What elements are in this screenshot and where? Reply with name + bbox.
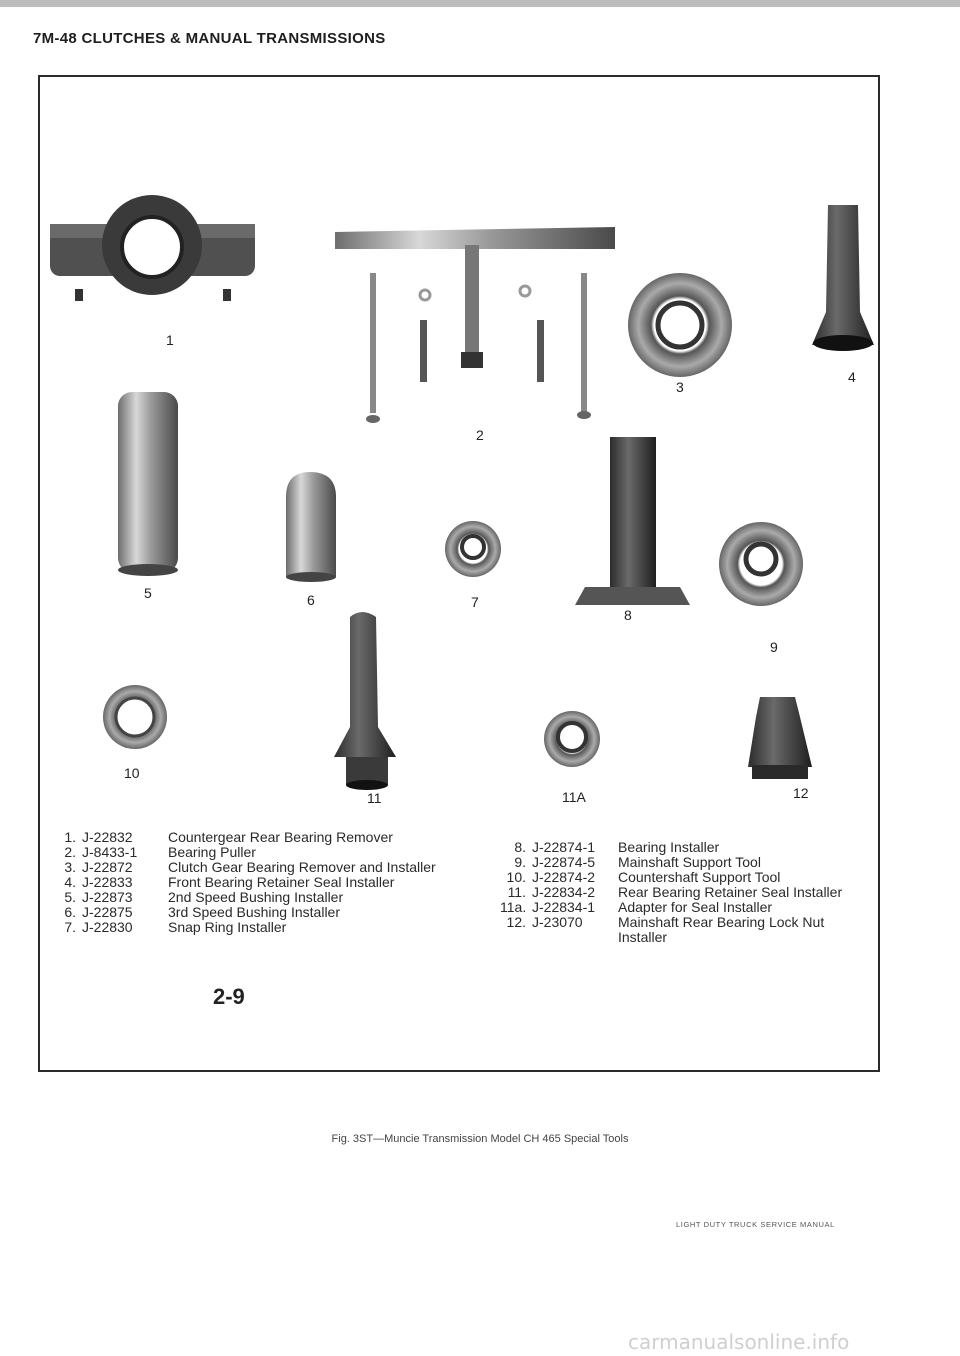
- legend-code: J-22873: [82, 889, 133, 905]
- legend-row: [50, 920, 436, 935]
- tool-1-image: [50, 195, 255, 301]
- tool-3-image: [628, 273, 732, 377]
- legend-desc: 2nd Speed Bushing Installer: [168, 889, 344, 905]
- legend-row: [50, 890, 436, 905]
- legend-desc: Mainshaft Rear Bearing Lock Nut: [618, 914, 825, 930]
- callout-3: 3: [676, 379, 684, 395]
- legend-row: [50, 860, 436, 875]
- legend-code: [532, 930, 618, 945]
- legend-code: J-22874-5: [532, 854, 596, 870]
- legend-row: [500, 840, 842, 855]
- tool-8-image: [575, 437, 690, 605]
- legend-idx: 2.: [64, 844, 76, 860]
- top-rule: [0, 0, 960, 7]
- callout-5: 5: [144, 585, 152, 601]
- tool-11a-image: [544, 711, 600, 767]
- callout-12: 12: [793, 785, 809, 801]
- watermark: carmanualsonline.info: [628, 1330, 850, 1354]
- legend-desc: Bearing Installer: [618, 839, 720, 855]
- legend-row: [500, 870, 842, 885]
- legend-code: J-8433-1: [82, 844, 138, 860]
- legend-right: [500, 840, 842, 945]
- legend-idx: 6.: [64, 904, 76, 920]
- legend-idx: 11a.: [500, 899, 527, 915]
- footer-label: LIGHT DUTY TRUCK SERVICE MANUAL: [676, 1220, 835, 1229]
- legend-desc: Clutch Gear Bearing Remover and Installer: [168, 859, 436, 875]
- legend-desc: 3rd Speed Bushing Installer: [168, 904, 340, 920]
- callout-2: 2: [476, 427, 484, 443]
- callout-10: 10: [124, 765, 140, 781]
- tool-6-image: [286, 472, 336, 582]
- legend-code: J-22830: [82, 919, 133, 935]
- legend-desc: Installer: [618, 929, 668, 945]
- legend-desc: Front Bearing Retainer Seal Installer: [168, 874, 395, 890]
- legend-idx: 4.: [64, 874, 76, 890]
- legend-row: [50, 845, 436, 860]
- legend-idx: 3.: [64, 859, 76, 875]
- tool-7-image: [445, 521, 501, 577]
- callout-9: 9: [770, 639, 778, 655]
- callout-6: 6: [307, 592, 315, 608]
- tool-10-image: [103, 685, 167, 749]
- legend-row: [500, 930, 842, 945]
- callout-11: 11: [367, 790, 382, 806]
- figure-number: 2-9: [213, 984, 245, 1009]
- legend-row: [50, 830, 436, 845]
- tool-5-image: [118, 392, 178, 576]
- legend-row: [500, 900, 842, 915]
- legend-row: [500, 885, 842, 900]
- callout-11a: 11A: [562, 789, 586, 805]
- callout-1: 1: [166, 332, 174, 348]
- tool-11-image: [334, 612, 396, 790]
- legend-idx: 1.: [64, 829, 76, 845]
- legend-idx: 8.: [514, 839, 526, 855]
- legend-idx: 7.: [64, 919, 76, 935]
- legend-code: J-22874-1: [532, 839, 596, 855]
- legend-row: [50, 905, 436, 920]
- callout-4: 4: [848, 369, 856, 385]
- legend-desc: Mainshaft Support Tool: [618, 854, 761, 870]
- callout-7: 7: [471, 594, 479, 610]
- legend-row: [500, 915, 842, 930]
- legend-code: J-23070: [532, 914, 583, 930]
- legend-left: [50, 830, 436, 935]
- callout-8: 8: [624, 607, 632, 623]
- legend-code: J-22874-2: [532, 869, 596, 885]
- legend-desc: Adapter for Seal Installer: [618, 899, 773, 915]
- legend-idx: 11.: [507, 884, 526, 900]
- legend-row: [50, 875, 436, 890]
- legend-desc: Rear Bearing Retainer Seal Installer: [618, 884, 843, 900]
- legend-idx: 5.: [64, 889, 76, 905]
- legend-desc: Bearing Puller: [168, 844, 256, 860]
- legend-desc: Snap Ring Installer: [168, 919, 287, 935]
- legend-row: [500, 855, 842, 870]
- legend-code: J-22875: [82, 904, 133, 920]
- tool-2-image: [335, 227, 615, 423]
- legend-idx: [500, 930, 532, 945]
- tool-4-image: [812, 205, 874, 351]
- legend-idx: 12.: [506, 914, 526, 930]
- legend-idx: 9.: [514, 854, 526, 870]
- figure-caption: Fig. 3ST—Muncie Transmission Model CH 465 Special Tools: [331, 1133, 629, 1145]
- legend-code: J-22832: [82, 829, 133, 845]
- tool-9-image: [719, 522, 803, 606]
- legend-idx: 10.: [506, 869, 526, 885]
- tool-12-image: [748, 697, 812, 779]
- legend-code: J-22834-2: [532, 884, 596, 900]
- page-header: 7M-48 CLUTCHES & MANUAL TRANSMISSIONS: [33, 30, 386, 47]
- legend-code: J-22872: [82, 859, 133, 875]
- legend-code: J-22834-1: [532, 899, 596, 915]
- legend-desc: Countershaft Support Tool: [618, 869, 781, 885]
- legend-code: J-22833: [82, 874, 133, 890]
- legend-desc: Countergear Rear Bearing Remover: [168, 829, 393, 845]
